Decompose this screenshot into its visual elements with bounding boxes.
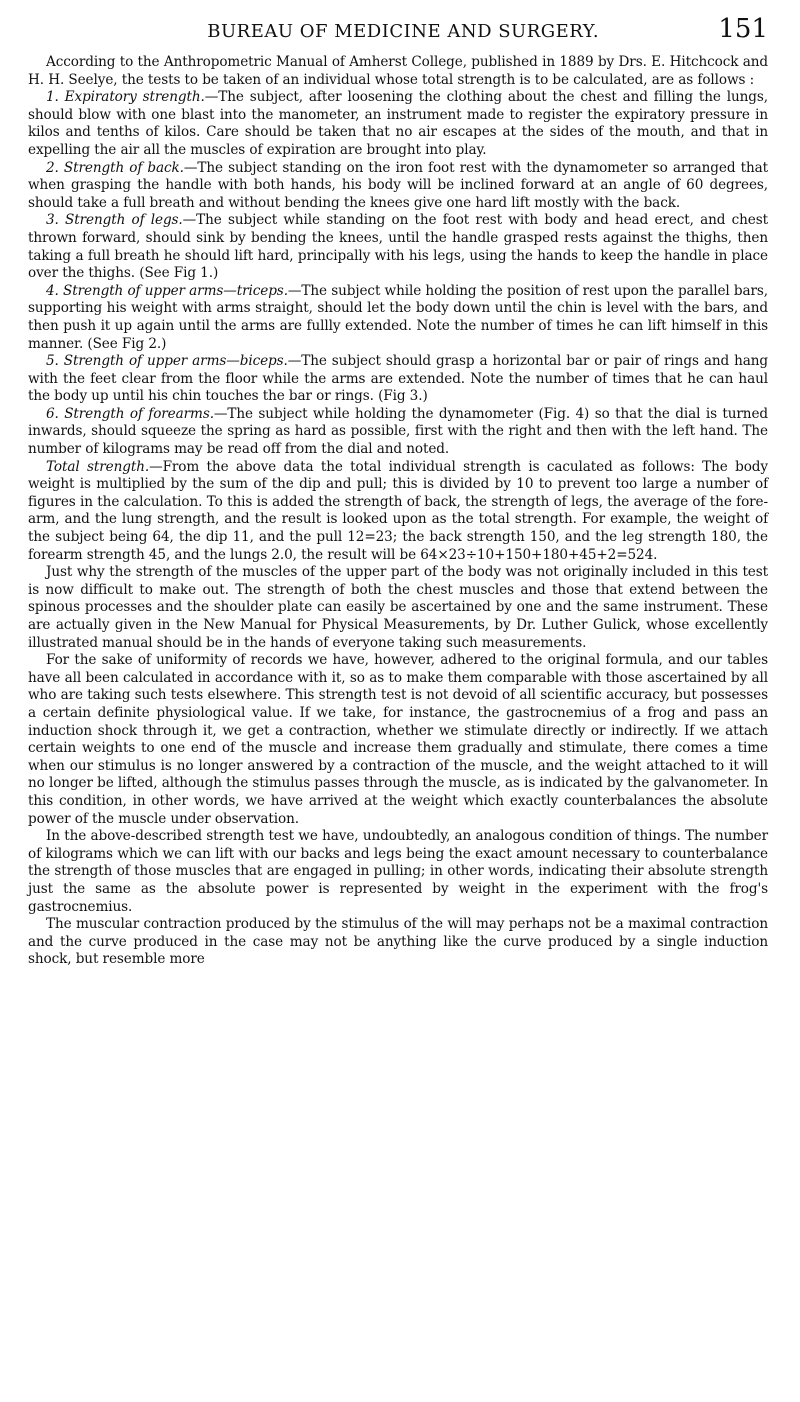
paragraph-lead: Total strength. bbox=[46, 458, 150, 475]
paragraph: 4. Strength of upper arms—triceps.—The subject while holding the position of rest upon the parallel bars, supporting his weight with arms straight, should let the body down until the chin is level with the bars, and then push it up again until the arms are fullly extended. Note the number of times he can lift himself in this manner. (See Fig 2.) bbox=[28, 282, 769, 352]
paragraph-lead: 2. Strength of back. bbox=[46, 159, 184, 176]
paragraph-lead: 5. Strength of upper arms—biceps. bbox=[46, 353, 288, 370]
paragraph-lead: 4. Strength of upper arms—triceps. bbox=[46, 282, 288, 299]
running-title: BUREAU OF MEDICINE AND SURGERY. bbox=[207, 21, 600, 42]
paragraph: The muscular contraction produced by the stimulus of the will may perhaps not be a maximal contraction and the curve produced in the case may not be anything like the curve produced by a single induction shock, but resemble more bbox=[28, 916, 768, 968]
paragraph: 6. Strength of forearms.—The subject while holding the dynamometer (Fig. 4) so that the dial is turned inwards, should squeeze the spring as hard as possible, first with the right and then with the left hand. The number of kilograms may be read off from the dial and noted. bbox=[28, 405, 768, 458]
paragraph: In the above-described strength test we have, undoubtedly, an analogous condition of things. The number of kilograms which we can lift with our backs and legs being the exact amount necessary to counterbalance the strength of those muscles that are engaged in pulling; in other words, indicating their absolute strength just the same as the absolute power is represented by weight in the experiment with the frog's gastrocnemius. bbox=[28, 828, 768, 915]
running-head bbox=[28, 14, 768, 54]
paragraph: Just why the strength of the muscles of the upper part of the body was not originally included in this test is now difficult to make out. The strength of both the chest muscles and those that extend between the spinous processes and the shoulder plate can easily be ascertained by one and the same instrument. These are actually given in the New Manual for Physical Measurements, by Dr. Luther Gulick, whose excellently illustrated manual should be in the hands of everyone taking such measurements. bbox=[28, 564, 768, 651]
paragraph-lead: 3. Strength of legs. bbox=[46, 212, 183, 229]
paragraph: 3. Strength of legs.—The subject while standing on the foot rest with body and head erect, and chest thrown forward, should sink by bending the knees, until the handle grasped rests against the thighs, then taking a full breath he should lift hard, principally with his legs, using the hands to keep the handle in place over the thighs. (See Fig 1.) bbox=[28, 212, 768, 282]
paragraph-lead: 6. Strength of forearms. bbox=[46, 405, 214, 422]
paragraph: 5. Strength of upper arms—biceps.—The subject should grasp a horizontal bar or pair of rings and hang with the feet clear from the floor while the arms are extended. Note the number of times that he can haul the body up until his chin touches the bar or rings. (Fig 3.) bbox=[28, 353, 768, 405]
paragraph: 1. Expiratory strength.—The subject, after loosening the clothing about the chest and filling the lungs, should blow with one blast into the manometer, an instrument made to register the expiratory pressure in kilos and tenths of kilos. Care should be taken that no air escapes at the sides of the mouth, and that in expelling the air all the muscles of expiration are brought into play. bbox=[28, 89, 768, 158]
paragraph: For the sake of uniformity of records we have, however, adhered to the original formula, and our tables have all been calculated in accordance with it, so as to make them comparable with those ascertained by all who are taking such tests elsewhere. This strength test is not devoid of all scientific accuracy, but possesses a certain definite physiological value. If we take, for instance, the gastrocnemius of a frog and pass an induction shock through it, we get a contraction, whether we stimulate directly or indirectly. If we attach certain weights to one end of the muscle and increase them gradually and stimulate, there comes a time when our stimulus is no longer answered by a contraction of the muscle, and the weight attached to it will no longer be lifted, although the stimulus passes through the muscle, as is indicated by the galvanometer. In this condition, in other words, we have arrived at the weight which exactly counterbalances the absolute power of the muscle under observation. bbox=[28, 652, 768, 827]
page-number: 151 bbox=[718, 14, 768, 44]
paragraph: According to the Anthropometric Manual of Amherst College, published in 1889 by Drs. E. Hitchcock and H. H. Seelye, the tests to be taken of an individual whose total strength is to be calculated, are as follows : bbox=[28, 54, 768, 88]
paragraph: Total strength.—From the above data the total individual strength is caculated as follows: The body weight is multiplied by the sum of the dip and pull; this is divided by 10 to prevent too large a number of figures in the calculation. To this is added the strength of back, the strength of legs, the average of the fore-arm, and the lung strength, and the result is looked upon as the total strength. For example, the weight of the subject being 64, the dip 11, and the pull 12=23; the back strength 150, and the leg strength 180, the forearm strength 45, and the lungs 2.0, the result will be 64×23÷10+150+180+45+2=524. bbox=[28, 458, 768, 563]
paragraph-lead: 1. Expiratory strength. bbox=[46, 89, 205, 106]
body-text bbox=[28, 54, 768, 969]
paragraph: 2. Strength of back.—The subject standing on the iron foot rest with the dynamometer so arranged that when grasping the handle with both hands, his body will be inclined forward at an angle of 60 degrees, should take a full breath and without bending the knees give one hard lift mostly with the back. bbox=[28, 159, 768, 211]
